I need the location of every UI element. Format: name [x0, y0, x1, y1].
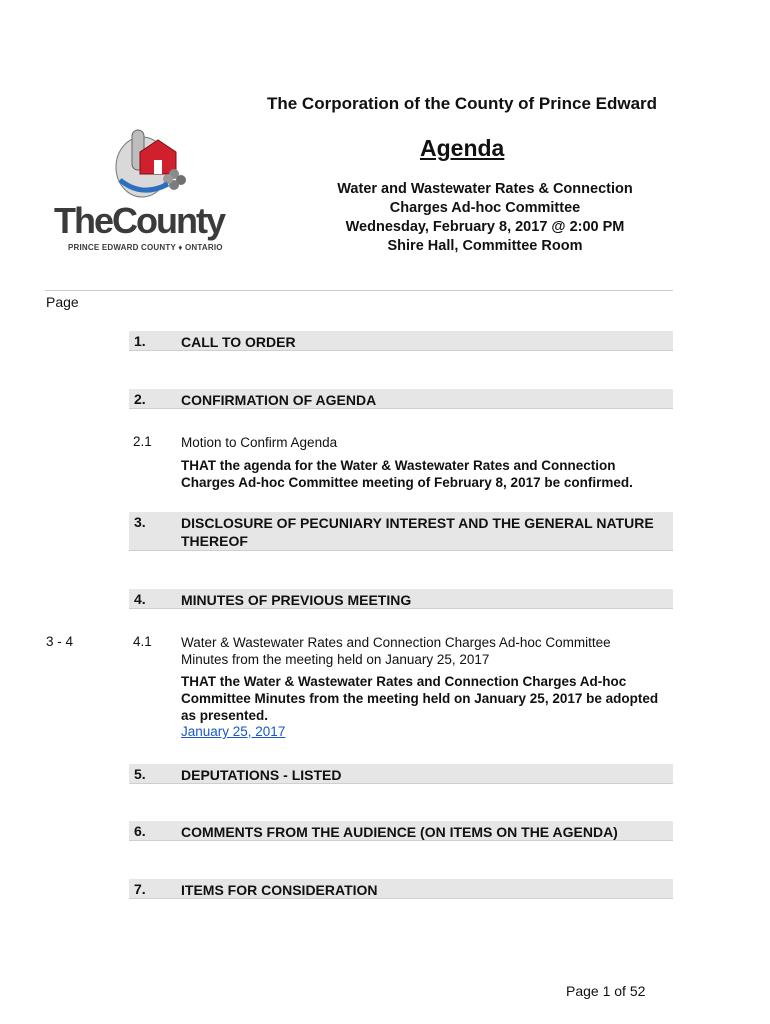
meeting-title-line-2: Charges Ad-hoc Committee [389, 200, 581, 216]
section-header [129, 389, 673, 409]
page-reference: 3 - 4 [46, 634, 74, 649]
section-title: MINUTES OF PREVIOUS MEETING [181, 592, 412, 608]
item-title: Water & Wastewater Rates and Connection Charges Ad-hoc Committee Minutes from the meeting held on January 25, 2017 [181, 635, 611, 667]
motion-text: THAT the Water & Wastewater Rates and Connection Charges Ad-hoc Committee Minutes from the meeting held on January 25, 2017 be adopted as presented. [181, 674, 659, 723]
meeting-title-line-1: Water and Wastewater Rates & Connection [337, 181, 633, 197]
page-footer: Page 1 of 52 [566, 983, 646, 999]
section-number: 4. [134, 591, 146, 607]
section-title: ITEMS FOR CONSIDERATION [181, 882, 378, 898]
item-number: 4.1 [133, 634, 152, 649]
section-header [129, 589, 673, 609]
section-title: CONFIRMATION OF AGENDA [181, 392, 377, 408]
section-title: COMMENTS FROM THE AUDIENCE (ON ITEMS ON THE AGENDA) [181, 824, 618, 840]
section-header [129, 331, 673, 351]
motion-text: THAT the agenda for the Water & Wastewater Rates and Connection Charges Ad-hoc Committee meeting of February 8, 2017 be confirmed. [181, 458, 633, 490]
item-number: 2.1 [133, 434, 152, 449]
page-column-label: Page [46, 294, 79, 310]
logo-tagline: PRINCE EDWARD COUNTY ♦ ONTARIO [68, 243, 223, 252]
section-title: DEPUTATIONS - LISTED [181, 767, 342, 783]
meeting-location: Shire Hall, Committee Room [387, 238, 583, 254]
section-title: DISCLOSURE OF PECUNIARY INTEREST AND THE GENERAL NATURE THEREOF [181, 515, 654, 549]
section-header [129, 821, 673, 841]
section-number: 2. [134, 391, 146, 407]
section-number: 3. [134, 514, 146, 530]
minutes-link[interactable]: January 25, 2017 [181, 724, 286, 739]
item-title: Motion to Confirm Agenda [181, 435, 338, 450]
section-header [129, 879, 673, 899]
section-number: 5. [134, 766, 146, 782]
section-title: CALL TO ORDER [181, 334, 296, 350]
logo-wordmark: TheCounty [54, 200, 224, 241]
section-number: 1. [134, 333, 146, 349]
barn-logo-icon [50, 122, 250, 202]
section-number: 6. [134, 823, 146, 839]
corporation-title: The Corporation of the County of Prince Edward [266, 94, 658, 113]
section-header [129, 764, 673, 784]
agenda-title: Agenda [420, 135, 505, 161]
meeting-datetime: Wednesday, February 8, 2017 @ 2:00 PM [345, 219, 625, 235]
section-number: 7. [134, 881, 146, 897]
header-divider [45, 290, 673, 291]
section-header [129, 512, 673, 551]
